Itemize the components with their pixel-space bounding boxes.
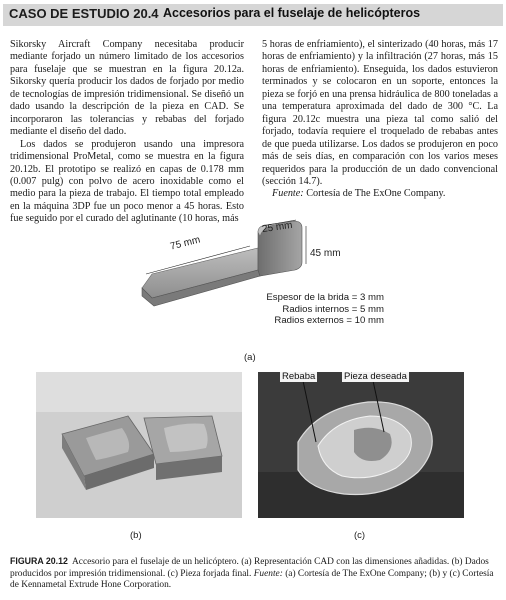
dim-45-label: 45 mm: [310, 248, 341, 259]
source-text: Cortesía de The ExOne Company.: [306, 188, 446, 200]
paragraph-3: 5 horas de enfriamiento), el sinterizado (40 horas, más 17 horas de enfriamiento) y la infiltración (27 horas, más 15 horas de enfriamiento). Enseguida, los dados estuvieron terminados y se colocaron en un soporte, entonces la pieza se forjó en una prensa hidráulica de 800 toneladas a una temperatura aproximada del dado de 300 °C. La figura 20.12c muestra una pieza tal como salió del forjado, todavía requiere el troquelado de rebabas antes de que pueda utilizarse. Los dados se produjeron en poco más de seis días, en comparación con los varios meses requeridos para la producción de un dado convencional (sección 14.7).: [262, 39, 498, 187]
photo-forged-part: [258, 372, 464, 518]
figure-label-a: (a): [244, 352, 256, 363]
spec-outer-radii: Radios externos = 10 mm: [274, 315, 384, 326]
case-study-banner: [3, 4, 503, 26]
caption-source-label: Fuente:: [253, 568, 283, 579]
figure-caption: [10, 556, 496, 592]
figure-label-c: (c): [354, 530, 366, 541]
case-study-tag: CASO DE ESTUDIO 20.4: [9, 6, 159, 21]
paragraph-1: Sikorsky Aircraft Company necesitaba producir mediante forjado un número limitado de los accesorios para fuselaje que se muestran en la figura 20.12a. Sikorsky quería producir los dados de forjado por medio de tecnologías de impresión tridimensional. Se diseñó un dado usando la descripción de la pieza en CAD. Se incorporaron las tolerancias y rebabas del forjado mediante el diseño del dado.: [10, 39, 244, 138]
spec-inner-radii: Radios internos = 5 mm: [282, 303, 384, 315]
cad-specs: [254, 292, 384, 327]
caption-text: Accesorio para el fuselaje de un helicóptero. (a) Representación CAD con las dimensiones añadidas. (b) Dados producidos por impresión tridimensional. (c) Pieza forjada final.: [10, 557, 489, 579]
text-column-right: [262, 39, 498, 201]
text-column-left: [10, 39, 244, 226]
paragraph-2: Los dados se produjeron usando una impresora tridimensional ProMetal, como se muestra en la figura 20.12b. El prototipo se realizó en capas de 0.178 mm (0.007 pulg) con polvo de acero inoxidable como el medio para la pieza de trabajo. El tiempo total empleado en la máquina 3DP fue un poco menor a 45 horas. Esto fue seguido por el curado del aglutinante (10 horas, más: [10, 138, 244, 225]
source-label: Fuente:: [272, 188, 304, 200]
figure-label-b: (b): [130, 530, 142, 541]
caption-source-text: (a) Cortesía de The ExOne Company; (b) y (c) Cortesía de Kennametal Extrude Hone Corporation.: [10, 568, 494, 591]
source-line: [262, 188, 498, 200]
dim-25-label: 25 mm: [261, 219, 294, 236]
photo-printed-dies: [36, 372, 242, 518]
dim-75-label: 75 mm: [169, 234, 202, 253]
callout-rebaba: Rebaba: [282, 372, 316, 382]
spec-flange-thickness: Espesor de la brida = 3 mm: [266, 292, 384, 303]
callout-pieza-deseada: Pieza deseada: [344, 372, 407, 382]
case-study-title: Accesorios para el fuselaje de helicópteros: [163, 6, 421, 20]
figure-number: FIGURA 20.12: [10, 556, 68, 566]
